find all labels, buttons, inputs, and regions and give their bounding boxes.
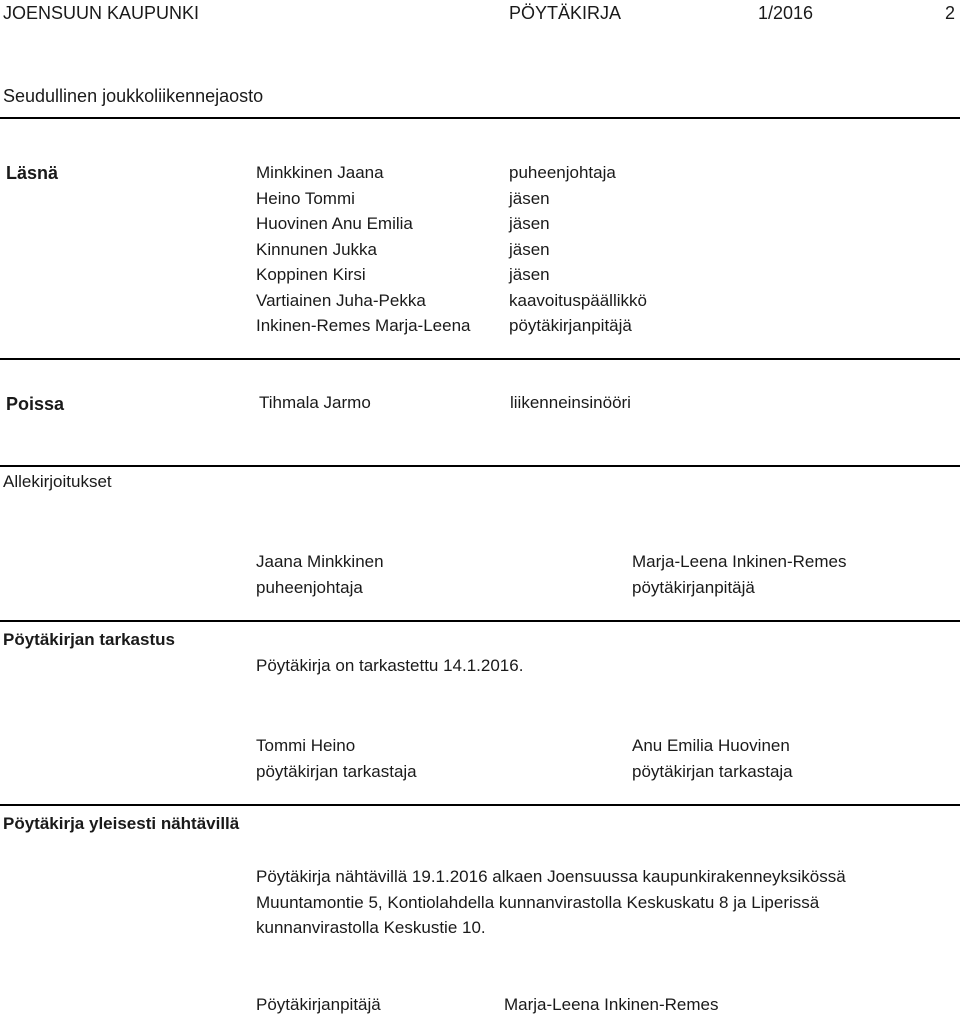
member-name: Vartiainen Juha-Pekka bbox=[256, 290, 426, 310]
present-roles bbox=[509, 160, 647, 339]
reviewer-name: Anu Emilia Huovinen bbox=[632, 736, 790, 755]
member-role: kaavoituspäällikkö bbox=[509, 290, 647, 310]
absent-label: Poissa bbox=[6, 394, 65, 414]
page-number: 2 bbox=[945, 3, 956, 23]
member-role: puheenjohtaja bbox=[509, 163, 616, 182]
member-name: Heino Tommi bbox=[256, 188, 355, 208]
member-role: jäsen bbox=[509, 265, 550, 284]
member-role: jäsen bbox=[509, 188, 550, 208]
signer-name: Marja-Leena Inkinen-Remes bbox=[632, 552, 847, 571]
reviewer-name: Tommi Heino bbox=[256, 736, 356, 755]
secretary-signature bbox=[632, 549, 847, 600]
review-text: Pöytäkirja on tarkastettu 14.1.2016. bbox=[256, 656, 524, 675]
section-divider bbox=[0, 804, 960, 806]
member-name: Inkinen-Remes Marja-Leena bbox=[256, 316, 471, 335]
chair-signature bbox=[256, 549, 384, 600]
reviewer-role: pöytäkirjan tarkastaja bbox=[256, 761, 417, 781]
reviewer-2-signature bbox=[632, 733, 793, 784]
committee-name: Seudullinen joukkoliikennejaosto bbox=[3, 86, 264, 106]
section-divider bbox=[0, 465, 960, 467]
signer-role: puheenjohtaja bbox=[256, 577, 363, 597]
absent-role: liikenneinsinööri bbox=[510, 393, 631, 412]
present-names bbox=[256, 160, 471, 339]
public-line: Muuntamontie 5, Kontiolahdella kunnanvirastolla Keskuskatu 8 ja Liperissä bbox=[256, 892, 820, 912]
member-name: Huovinen Anu Emilia bbox=[256, 214, 413, 233]
section-divider bbox=[0, 117, 960, 119]
member-name: Minkkinen Jaana bbox=[256, 163, 384, 182]
reviewer-role: pöytäkirjan tarkastaja bbox=[632, 761, 793, 781]
reviewer-1-signature bbox=[256, 733, 417, 784]
present-label: Läsnä bbox=[6, 163, 59, 183]
member-role: pöytäkirjanpitäjä bbox=[509, 316, 632, 335]
member-role: jäsen bbox=[509, 214, 550, 233]
footer-name: Marja-Leena Inkinen-Remes bbox=[504, 995, 719, 1014]
signer-name: Jaana Minkkinen bbox=[256, 552, 384, 571]
absent-name: Tihmala Jarmo bbox=[259, 393, 371, 412]
document-type: PÖYTÄKIRJA bbox=[509, 3, 622, 23]
public-label: Pöytäkirja yleisesti nähtävillä bbox=[3, 814, 240, 833]
public-line: kunnanvirastolla Keskustie 10. bbox=[256, 918, 486, 937]
signatures-label: Allekirjoitukset bbox=[3, 472, 112, 491]
organization-name: JOENSUUN KAUPUNKI bbox=[3, 3, 200, 23]
member-name: Koppinen Kirsi bbox=[256, 265, 366, 284]
section-divider bbox=[0, 358, 960, 360]
member-name: Kinnunen Jukka bbox=[256, 239, 377, 259]
public-line: Pöytäkirja nähtävillä 19.1.2016 alkaen Joensuussa kaupunkirakenneyksikössä bbox=[256, 867, 846, 886]
footer-label: Pöytäkirjanpitäjä bbox=[256, 995, 381, 1014]
signer-role: pöytäkirjanpitäjä bbox=[632, 577, 755, 597]
member-role: jäsen bbox=[509, 239, 550, 259]
section-divider bbox=[0, 620, 960, 622]
review-label: Pöytäkirjan tarkastus bbox=[3, 630, 175, 649]
public-text bbox=[256, 864, 846, 941]
document-number: 1/2016 bbox=[758, 3, 814, 23]
